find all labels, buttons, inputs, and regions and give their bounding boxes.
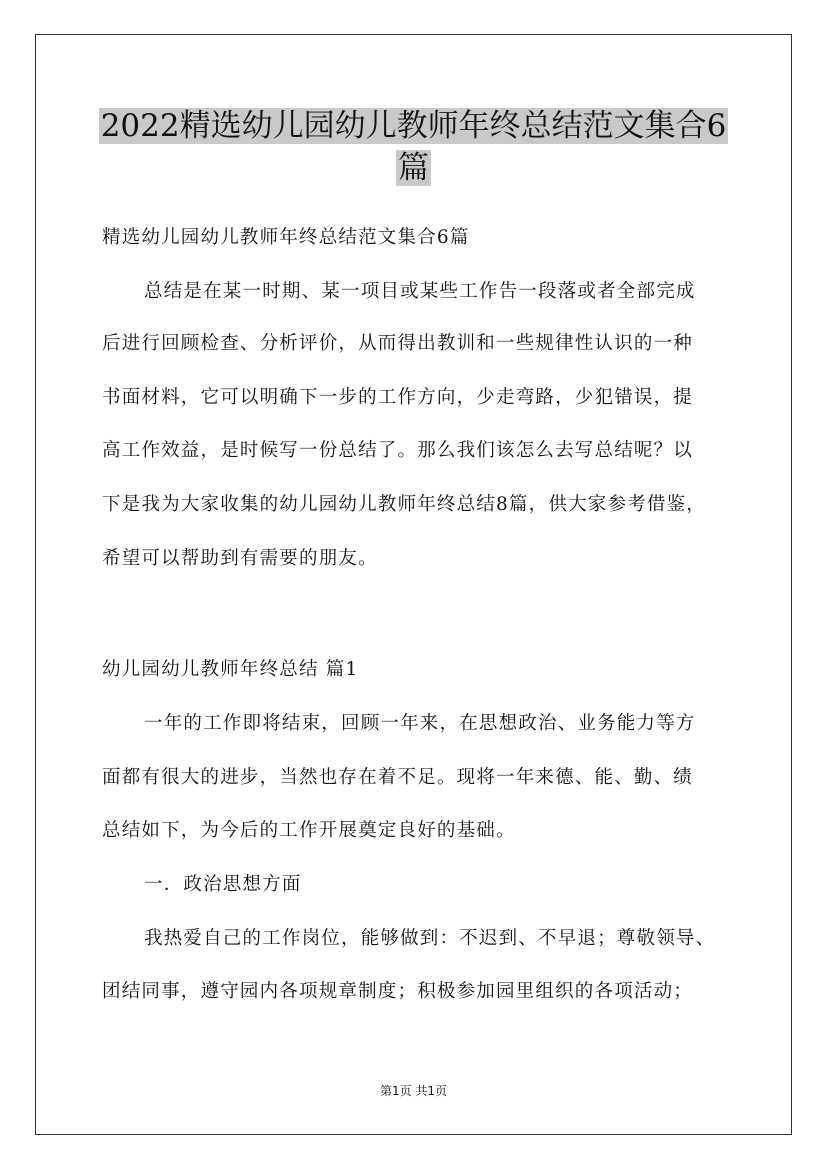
section-line-3: 总结如下，为今后的工作开展奠定良好的基础。 — [102, 820, 516, 841]
intro-line-1: 总结是在某一时期、某一项目或某些工作告一段落或者全部完成 — [144, 281, 696, 302]
document-title-continued — [60, 142, 767, 194]
page-border — [35, 34, 792, 1135]
para2-line-1: 我热爱自己的工作岗位，能够做到：不迟到、不早退；尊敬领导、 — [144, 928, 716, 949]
intro-line-4: 高工作效益，是时候写一份总结了。那么我们该怎么去写总结呢？以 — [102, 440, 694, 461]
intro-line-2: 后进行回顾检查、分析评价，从而得出教训和一些规律性认识的一种 — [102, 333, 694, 354]
page-footer: 第1页 共1页 — [379, 1084, 448, 1098]
section-line-2: 面都有很大的进步，当然也存在着不足。现将一年来德、能、勤、绩 — [102, 767, 694, 788]
title-line-1: 2022精选幼儿园幼儿教师年终总结范文集合6 — [100, 108, 727, 144]
intro-line-6: 希望可以帮助到有需要的朋友。 — [102, 548, 378, 569]
section-line-1: 一年的工作即将结束，回顾一年来，在思想政治、业务能力等方 — [144, 713, 696, 734]
section-heading: 幼儿园幼儿教师年终总结 篇1 — [102, 659, 359, 680]
subheading-politics: 一．政治思想方面 — [144, 874, 302, 895]
subtitle: 精选幼儿园幼儿教师年终总结范文集合6篇 — [102, 227, 470, 248]
title-line-2: 篇 — [398, 150, 429, 186]
para2-line-2: 团结同事，遵守园内各项规章制度；积极参加园里组织的各项活动； — [102, 981, 694, 1002]
intro-line-3: 书面材料，它可以明确下一步的工作方向，少走弯路，少犯错误，提 — [102, 387, 694, 408]
intro-line-5: 下是我为大家收集的幼儿园幼儿教师年终总结8篇，供大家参考借鉴， — [102, 494, 706, 515]
